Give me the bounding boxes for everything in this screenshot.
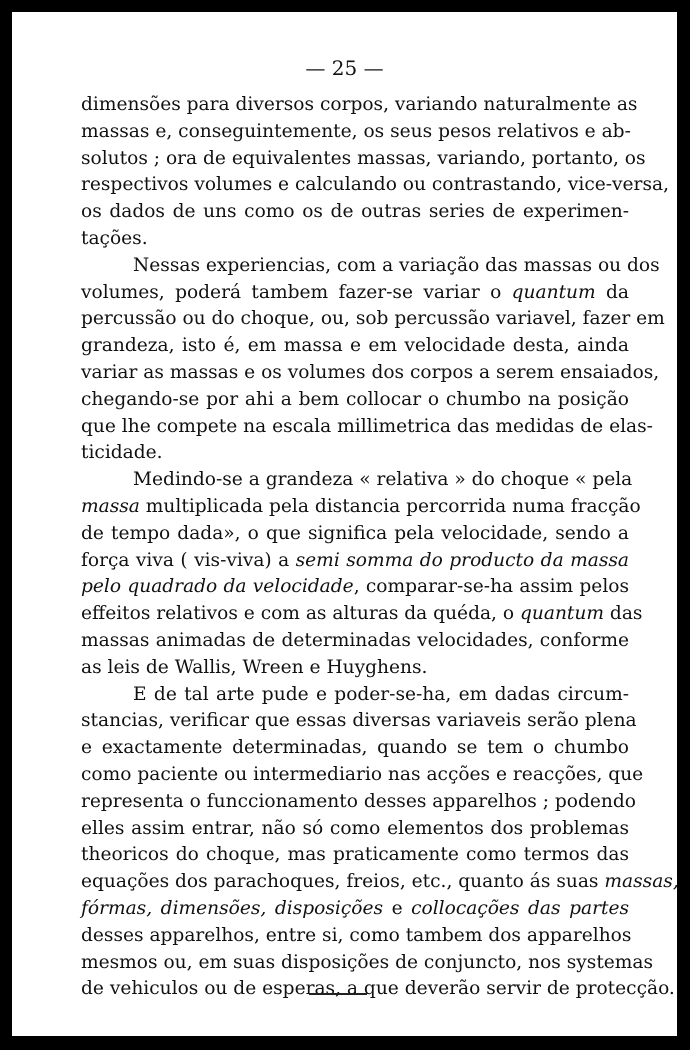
text-line: equações dos parachoques, freios, etc., quanto ás suas massas, (81, 871, 679, 893)
text-line: de tempo dada», o que significa pela velocidade, sendo a (81, 522, 629, 544)
text-line: desses apparelhos, entre si, como tambem dos apparelhos (81, 924, 632, 946)
text-line: volumes, poderá tambem fazer-se variar o quantum da (81, 281, 629, 303)
text-line: ticidade. (81, 442, 163, 464)
text-line: E de tal arte pude e poder-se-ha, em dadas circum- (133, 683, 629, 705)
text-line: Nessas experiencias, com a variação das massas ou dos (133, 254, 660, 276)
text-line: massa multiplicada pela distancia percorrida numa fracção (81, 495, 641, 517)
text-line: como paciente ou intermediario nas acções e reacções, que (81, 763, 644, 785)
text-line: variar as massas e os volumes dos corpos a serem ensaiados, (81, 361, 660, 383)
paragraph-1 (81, 92, 669, 253)
end-rule-divider (309, 993, 367, 995)
text-line: de vehiculos ou de esperas, a que deverão servir de protecção. (81, 978, 675, 1000)
text-line: stancias, verificar que essas diversas variaveis serão plena (81, 710, 637, 732)
text-line: effeitos relativos e com as alturas da quéda, o quantum das (81, 603, 643, 625)
text-line: chegando-se por ahi a bem collocar o chumbo na posição (81, 388, 629, 410)
paragraph-2 (81, 253, 665, 467)
text-line: elles assim entrar, não só como elementos dos problemas (81, 817, 629, 839)
paragraph-4 (81, 682, 679, 1004)
text-line: percussão ou do choque, ou, sob percussão variavel, fazer em (81, 308, 665, 330)
text-line: e exactamente determinadas, quando se tem o chumbo (81, 737, 629, 759)
text-line: dimensões para diversos corpos, variando naturalmente as (81, 94, 638, 115)
text-line: pelo quadrado da velocidade, comparar-se-ha assim pelos (81, 576, 629, 598)
text-line: os dados de uns como os de outras series de experimen- (81, 201, 629, 223)
text-line: massas e, conseguintemente, os seus pesos relativos e ab- (81, 120, 631, 142)
text-line: theoricos do choque, mas praticamente como termos das (81, 844, 629, 866)
body-text (81, 92, 679, 1003)
text-line: as leis de Wallis, Wreen e Huyghens. (81, 656, 428, 678)
text-line: tações. (81, 227, 148, 249)
page-number: — 25 — (305, 56, 384, 80)
text-line: solutos ; ora de equivalentes massas, variando, portanto, os (81, 147, 646, 169)
paragraph-3 (81, 467, 643, 681)
text-line: Medindo-se a grandeza « relativa » do choque « pela (133, 469, 633, 491)
text-line: representa o funccionamento desses apparelhos ; podendo (81, 790, 636, 812)
text-line: massas animadas de determinadas velocidades, conforme (81, 629, 629, 651)
book-page (12, 12, 677, 1036)
text-line: mesmos ou, em suas disposições de conjuncto, nos systemas (81, 951, 654, 973)
text-line: que lhe compete na escala millimetrica das medidas de elas- (81, 415, 653, 437)
text-line: fórmas, dimensões, disposições e collocações das partes (81, 897, 629, 919)
text-line: respectivos volumes e calculando ou contrastando, vice-versa, (81, 174, 669, 196)
text-line: força viva ( vis-viva) a semi somma do producto da massa (81, 549, 629, 571)
text-line: grandeza, isto é, em massa e em velocidade desta, ainda (81, 335, 629, 357)
